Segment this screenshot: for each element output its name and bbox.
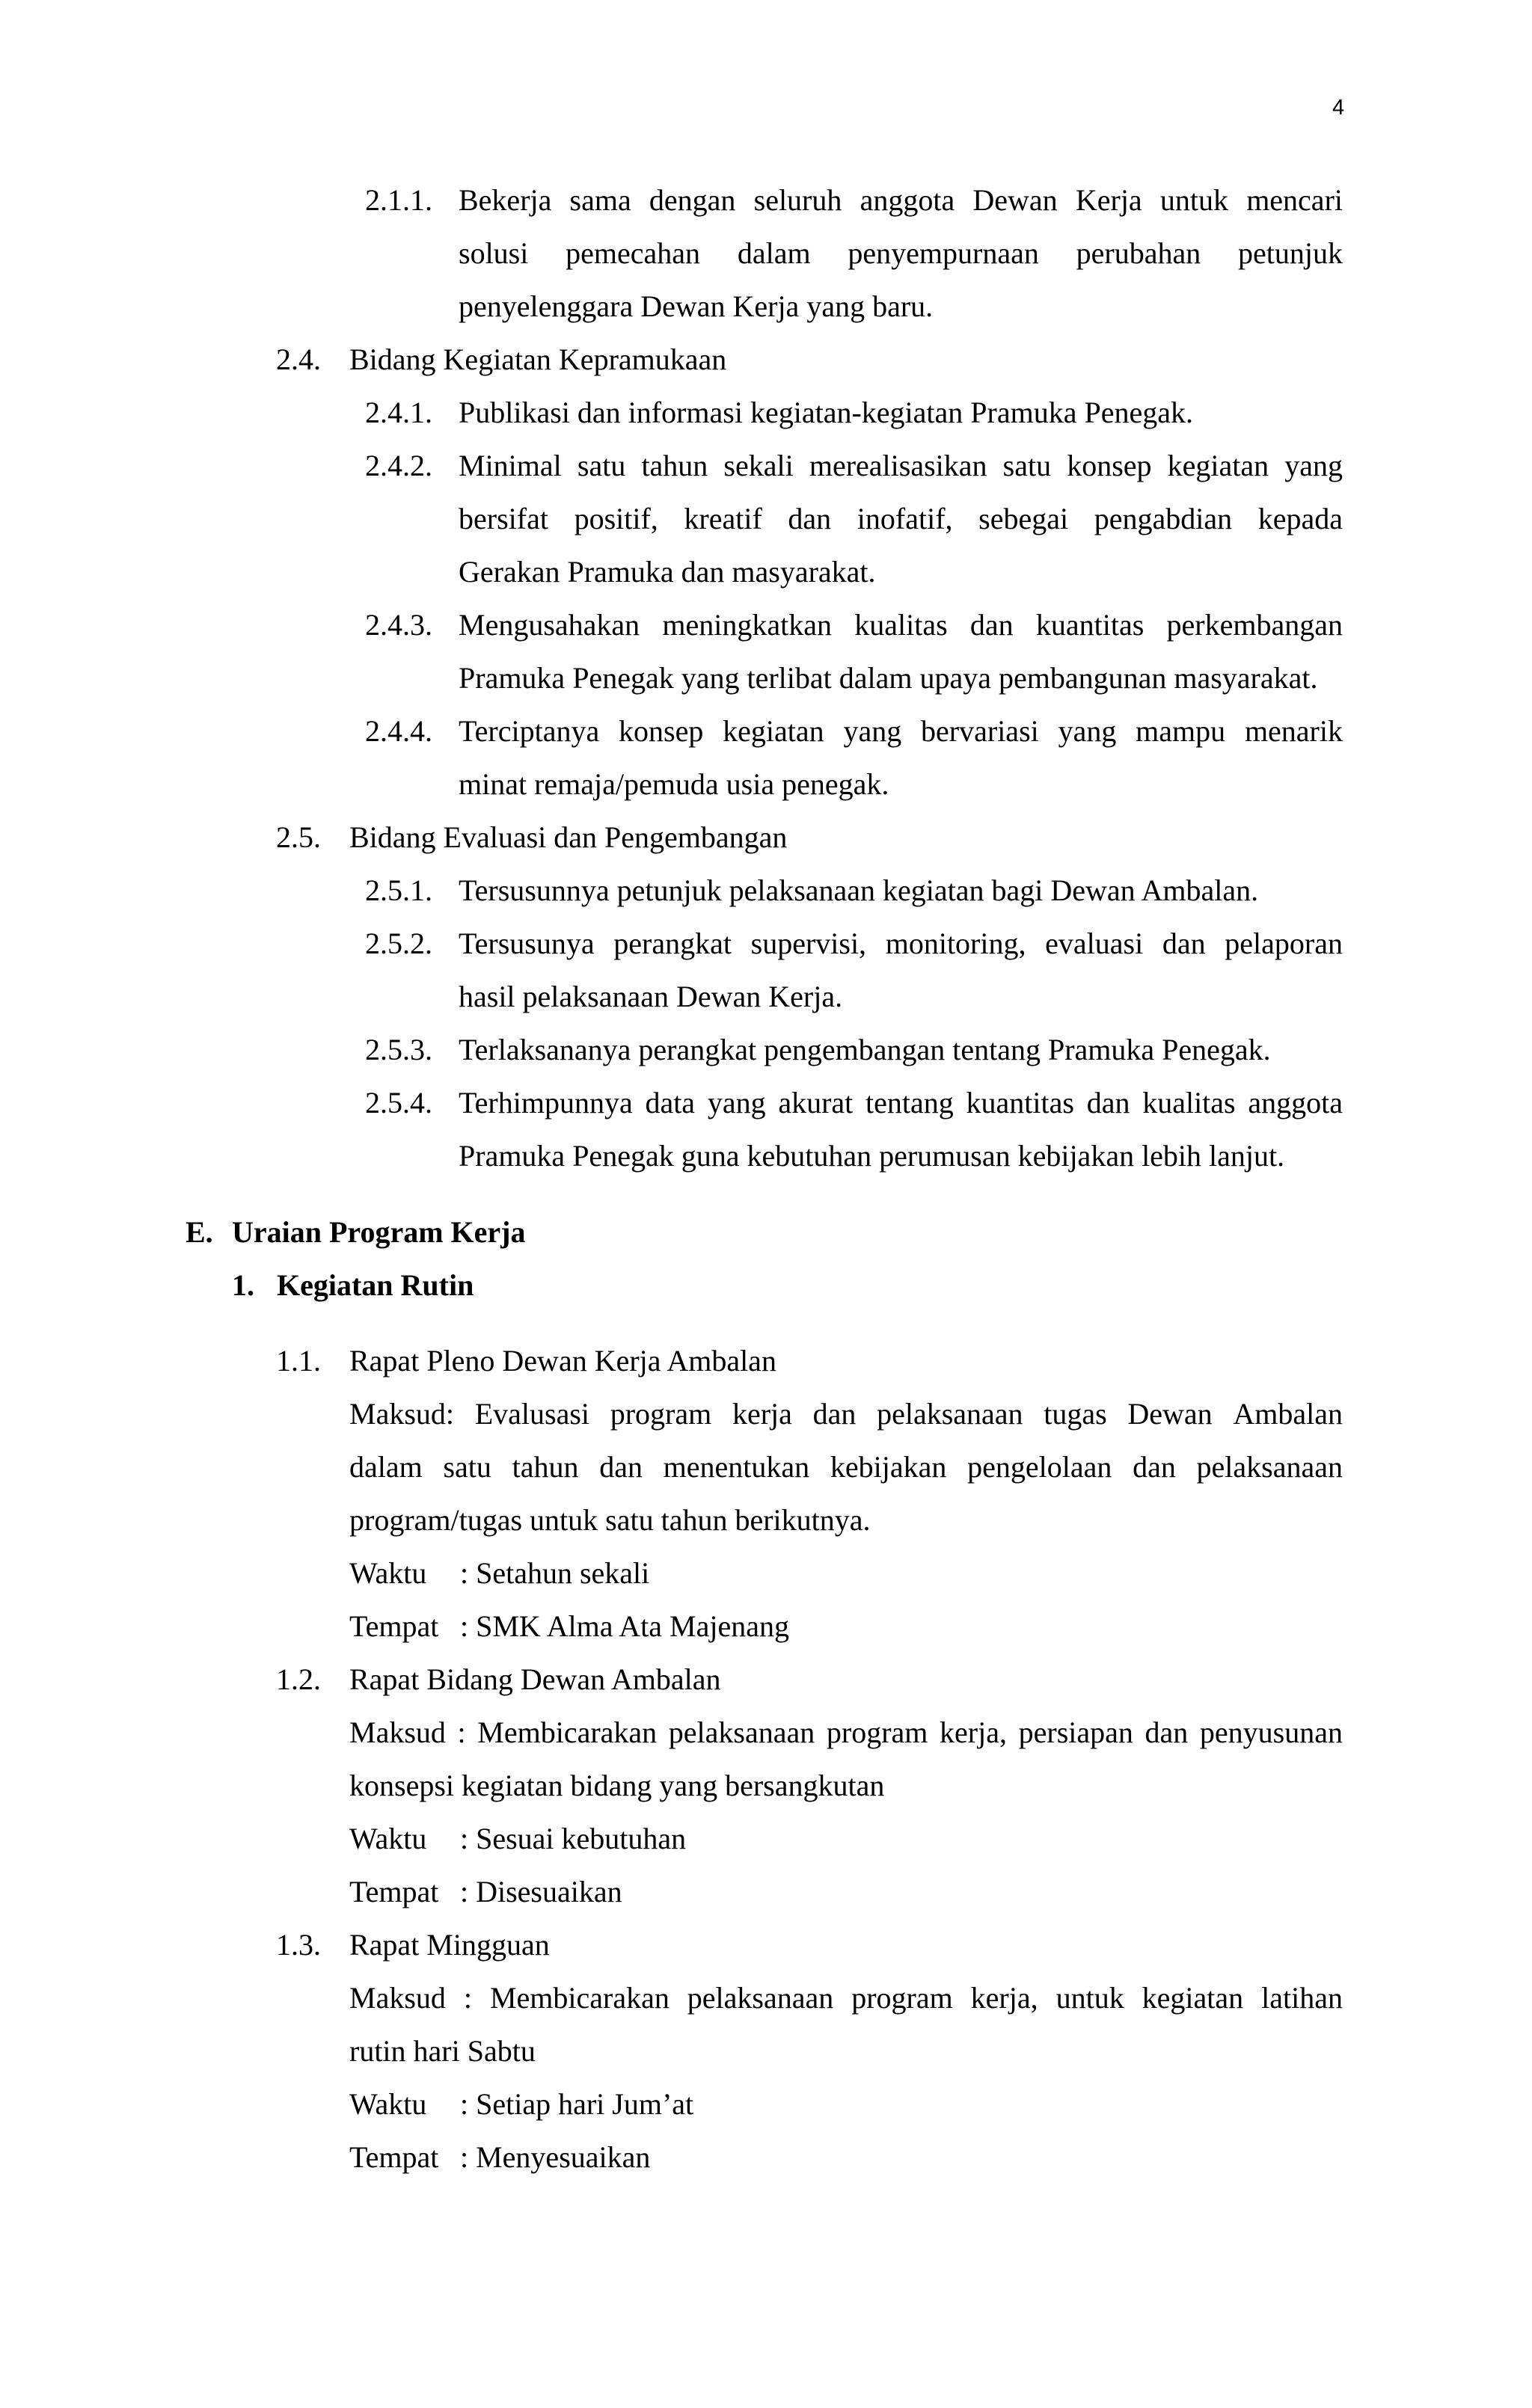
waktu-value: : Sesuai kebutuhan xyxy=(460,1822,687,1855)
item-number: 2.5.3. xyxy=(365,1033,432,1066)
activity-number: 1.3. xyxy=(276,1928,321,1962)
item-text-line: minat remaja/pemuda usia penegak. xyxy=(459,767,889,801)
item-text-line: Gerakan Pramuka dan masyarakat. xyxy=(459,555,876,589)
section-heading: Bidang Evaluasi dan Pengembangan xyxy=(349,820,788,854)
tempat-value: : SMK Alma Ata Majenang xyxy=(460,1609,789,1643)
page-number: 4 xyxy=(1332,96,1345,120)
tempat-label: Tempat xyxy=(349,1609,439,1643)
item-text-line: Bekerja sama dengan seluruh anggota Dewan Kerja untuk mencari xyxy=(459,183,1343,217)
item-text-line: Minimal satu tahun sekali merealisasikan satu konsep kegiatan yang xyxy=(459,449,1343,482)
section-number: 2.4. xyxy=(276,343,321,376)
item-text-line: penyelenggara Dewan Kerja yang baru. xyxy=(459,289,934,323)
tempat-label: Tempat xyxy=(349,2140,439,2174)
item-text-line: Tersusunnya petunjuk pelaksanaan kegiatan bagi Dewan Ambalan. xyxy=(459,873,1259,907)
activity-maksud-line: program/tugas untuk satu tahun berikutnya. xyxy=(349,1503,871,1537)
section-heading: Bidang Kegiatan Kepramukaan xyxy=(349,343,727,376)
subsection-title: Kegiatan Rutin xyxy=(277,1268,474,1302)
waktu-value: : Setahun sekali xyxy=(460,1556,650,1590)
item-number: 2.4.4. xyxy=(365,714,432,748)
item-text-line: Terciptanya konsep kegiatan yang bervariasi yang mampu menarik xyxy=(459,714,1343,748)
section-number: 2.5. xyxy=(276,820,321,854)
item-text-line: solusi pemecahan dalam penyempurnaan perubahan petunjuk xyxy=(459,236,1343,270)
item-text-line: Terhimpunnya data yang akurat tentang kuantitas dan kualitas anggota xyxy=(459,1086,1343,1119)
tempat-value: : Disesuaikan xyxy=(460,1875,622,1908)
activity-maksud-line: konsepsi kegiatan bidang yang bersangkutan xyxy=(349,1769,885,1802)
activity-maksud-line: Maksud : Membicarakan pelaksanaan program kerja, persiapan dan penyusunan xyxy=(349,1716,1343,1749)
item-text-line: bersifat positif, kreatif dan inofatif, sebegai pengabdian kepada xyxy=(459,502,1343,535)
item-number: 2.5.1. xyxy=(365,873,432,907)
item-number: 2.5.4. xyxy=(365,1086,432,1119)
activity-title: Rapat Mingguan xyxy=(349,1928,550,1962)
item-number: 2.1.1. xyxy=(365,183,432,217)
item-text-line: Mengusahakan meningkatkan kualitas dan kuantitas perkembangan xyxy=(459,608,1343,642)
item-text-line: Terlaksananya perangkat pengembangan tentang Pramuka Penegak. xyxy=(459,1033,1271,1066)
activity-maksud-line: Maksud: Evalusasi program kerja dan pelaksanaan tugas Dewan Ambalan xyxy=(349,1397,1343,1431)
item-number: 2.4.3. xyxy=(365,608,432,642)
activity-maksud-line: Maksud : Membicarakan pelaksanaan program kerja, untuk kegiatan latihan xyxy=(349,1981,1343,2015)
activity-number: 1.2. xyxy=(276,1662,321,1696)
item-number: 2.4.1. xyxy=(365,396,432,429)
subsection-label: 1. xyxy=(232,1268,254,1302)
item-number: 2.5.2. xyxy=(365,927,432,960)
item-text-line: Publikasi dan informasi kegiatan-kegiatan Pramuka Penegak. xyxy=(459,396,1193,429)
waktu-label: Waktu xyxy=(349,2087,427,2121)
item-text-line: Tersusunya perangkat supervisi, monitoring, evaluasi dan pelaporan xyxy=(459,927,1343,960)
activity-maksud-line: rutin hari Sabtu xyxy=(349,2034,536,2068)
item-text-line: Pramuka Penegak guna kebutuhan perumusan kebijakan lebih lanjut. xyxy=(459,1139,1285,1173)
section-e-label: E. xyxy=(186,1215,213,1249)
tempat-label: Tempat xyxy=(349,1875,439,1908)
waktu-label: Waktu xyxy=(349,1822,427,1855)
activity-maksud-line: dalam satu tahun dan menentukan kebijakan pengelolaan dan pelaksanaan xyxy=(349,1450,1343,1484)
item-number: 2.4.2. xyxy=(365,449,432,482)
activity-title: Rapat Bidang Dewan Ambalan xyxy=(349,1662,721,1696)
section-e-title: Uraian Program Kerja xyxy=(232,1215,526,1249)
waktu-label: Waktu xyxy=(349,1556,427,1590)
waktu-value: : Setiap hari Jum’at xyxy=(460,2087,694,2121)
item-text-line: Pramuka Penegak yang terlibat dalam upaya pembangunan masyarakat. xyxy=(459,661,1318,695)
tempat-value: : Menyesuaikan xyxy=(460,2140,651,2174)
item-text-line: hasil pelaksanaan Dewan Kerja. xyxy=(459,980,843,1013)
activity-title: Rapat Pleno Dewan Kerja Ambalan xyxy=(349,1344,776,1377)
activity-number: 1.1. xyxy=(276,1344,321,1377)
